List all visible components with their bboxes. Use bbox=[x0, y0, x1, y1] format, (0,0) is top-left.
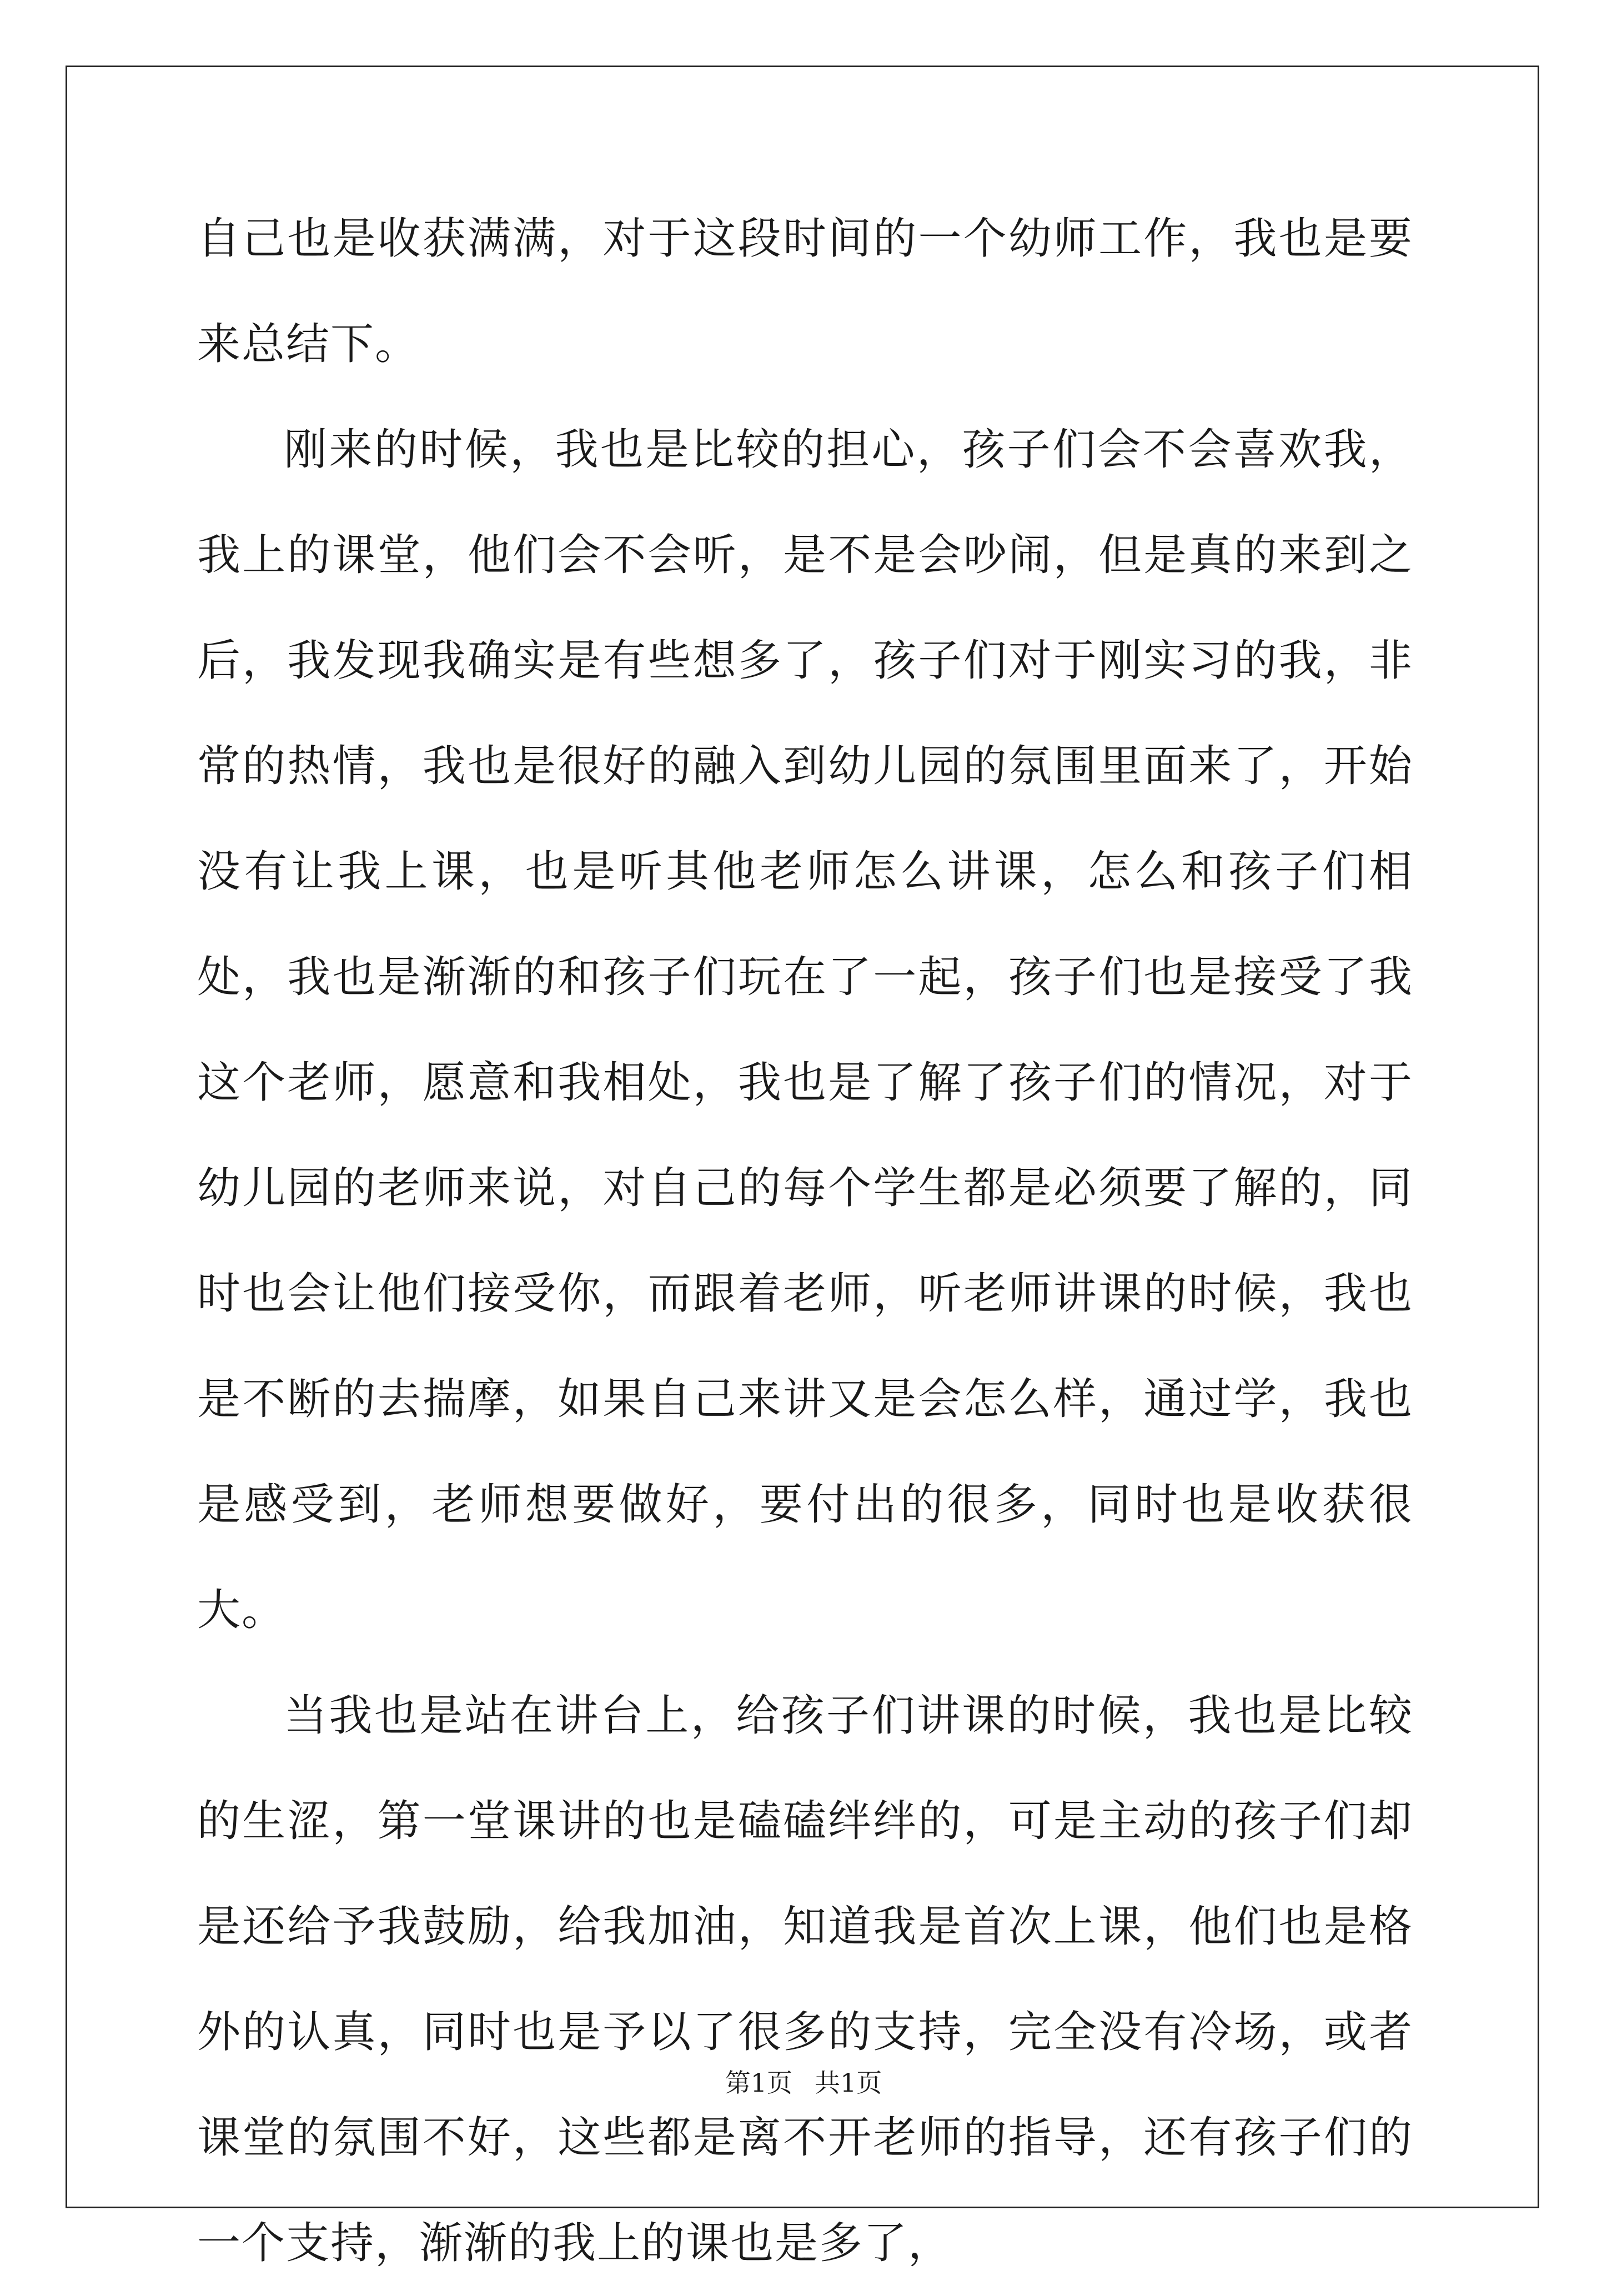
document-body bbox=[197, 186, 1413, 2296]
paragraph-3: 当我也是站在讲台上，给孩子们讲课的时候，我也是比较的生涩，第一堂课讲的也是磕磕绊绊的，可是主动的孩子们却是还给予我鼓励，给我加油，知道我是首次上课，他们也是格外的认真，同时也是予以了很多的支持，完全没有冷场，或者课堂的氛围不好，这些都是离不开老师的指导，还有孩子们的一个支持，渐渐的我上的课也是多了， bbox=[197, 1691, 1413, 2268]
paragraph-1: 自己也是收获满满，对于这段时间的一个幼师工作，我也是要来总结下。 bbox=[197, 214, 1413, 369]
paragraph-2: 刚来的时候，我也是比较的担心，孩子们会不会喜欢我，我上的课堂，他们会不会听，是不是会吵闹，但是真的来到之后，我发现我确实是有些想多了，孩子们对于刚实习的我，非常的热情，我也是很好的融入到幼儿园的氛围里面来了，开始没有让我上课，也是听其他老师怎么讲课，怎么和孩子们相处，我也是渐渐的和孩子们玩在了一起，孩子们也是接受了我这个老师，愿意和我相处，我也是了解了孩子们的情况，对于幼儿园的老师来说，对自己的每个学生都是必须要了解的，同时也会让他们接受你，而跟着老师，听老师讲课的时候，我也是不断的去揣摩，如果自己来讲又是会怎么样，通过学，我也是感受到，老师想要做好，要付出的很多，同时也是收获很大。 bbox=[197, 425, 1413, 1635]
page-number-total: 共1页 bbox=[815, 2068, 882, 2098]
page-footer bbox=[0, 2063, 1607, 2099]
page-number-current: 第1页 bbox=[725, 2068, 792, 2098]
